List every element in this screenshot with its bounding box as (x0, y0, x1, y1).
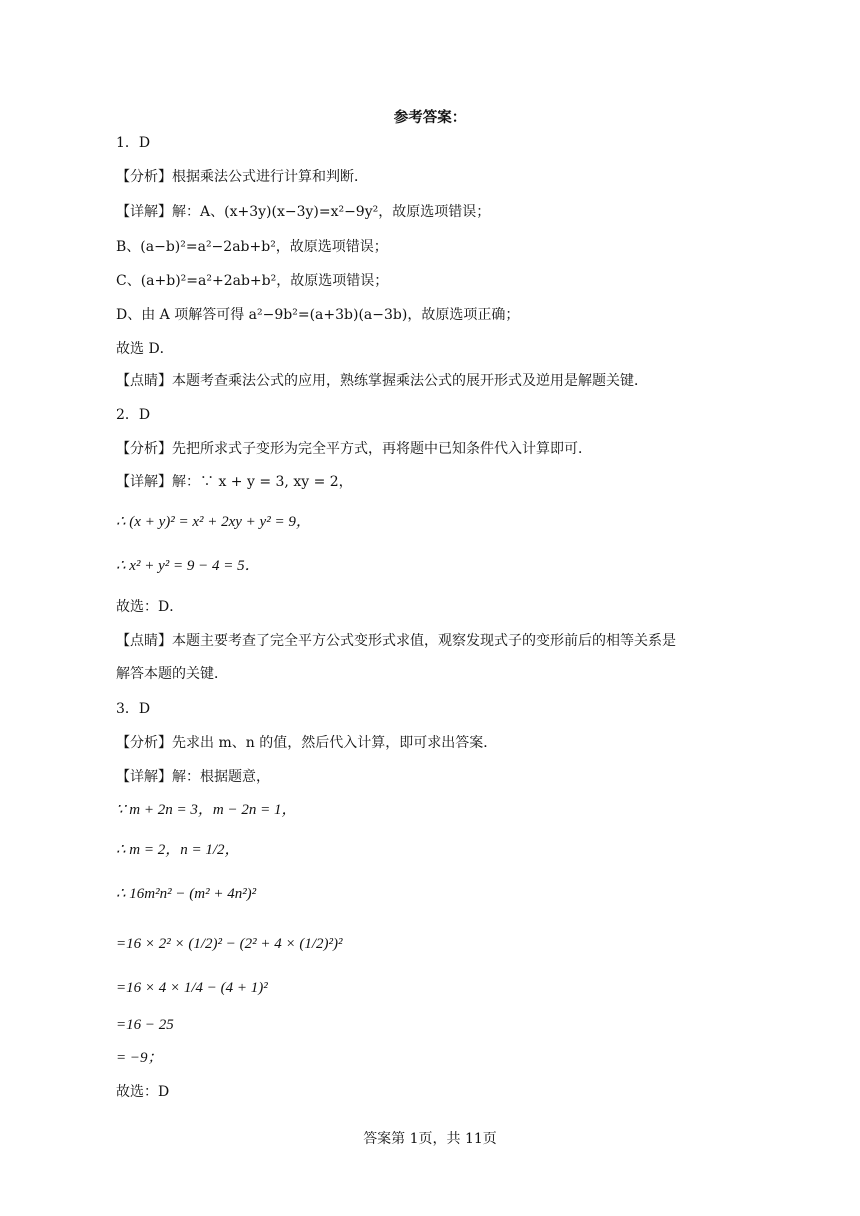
answer-3-step-5: =16 × 4 × 1/4 − (4 + 1)² (116, 980, 268, 996)
answer-2-comment-cont: 解答本题的关键． (116, 666, 228, 682)
answer-3-label: 3．D (116, 701, 151, 717)
answer-1-detail-d: D、由 A 项解答可得 a²−9b²=(a+3b)(a−3b)，故原选项正确； (116, 307, 520, 323)
answer-3-step-1: ∵ m + 2n = 3，m − 2n = 1， (116, 802, 297, 818)
answer-3-choice: 故选：D (116, 1084, 170, 1100)
answer-2-step-1: ∴ (x + y)² = x² + 2xy + y² = 9， (116, 514, 311, 530)
answer-2-label: 2．D (116, 407, 151, 423)
answer-2-step-2: ∴ x² + y² = 9 − 4 = 5． (116, 558, 260, 574)
answer-2-analysis: 【分析】先把所求式子变形为完全平方式，再将题中已知条件代入计算即可． (116, 441, 592, 457)
answer-1-comment: 【点睛】本题考查乘法公式的应用，熟练掌握乘法公式的展开形式及逆用是解题关键． (116, 373, 648, 389)
answer-3-step-2: ∴ m = 2，n = 1/2， (116, 842, 240, 858)
answer-1-label: 1．D (116, 135, 151, 151)
answer-3-step-3: ∴ 16m²n² − (m² + 4n²)² (116, 886, 257, 902)
answer-3-detail: 【详解】解：根据题意， (116, 769, 270, 785)
answer-1-choice: 故选 D． (116, 341, 174, 357)
answer-3-step-7: = −9； (116, 1050, 163, 1066)
answer-3-analysis: 【分析】先求出 m、n 的值，然后代入计算，即可求出答案． (116, 735, 498, 751)
page-footer: 答案第 1页，共 11页 (363, 1131, 497, 1147)
answer-1-detail-c: C、(a+b)²=a²+2ab+b²，故原选项错误； (116, 273, 389, 289)
answer-3-step-4: =16 × 2² × (1/2)² − (2² + 4 × (1/2)²)² (116, 936, 343, 952)
answer-1-analysis: 【分析】根据乘法公式进行计算和判断． (116, 169, 368, 185)
answer-1-detail-a: 【详解】解：A、(x+3y)(x−3y)=x²−9y²，故原选项错误； (116, 204, 491, 220)
page-title: 参考答案： (393, 110, 467, 126)
answer-1-detail-b: B、(a−b)²=a²−2ab+b²，故原选项错误； (116, 239, 388, 255)
answer-2-detail: 【详解】解：∵ x + y = 3, xy = 2， (116, 474, 353, 490)
answer-3-step-6: =16 − 25 (116, 1017, 174, 1033)
answer-2-comment: 【点睛】本题主要考查了完全平方公式变形式求值，观察发现式子的变形前后的相等关系是 (116, 633, 676, 649)
answer-2-choice: 故选：D． (116, 599, 184, 615)
